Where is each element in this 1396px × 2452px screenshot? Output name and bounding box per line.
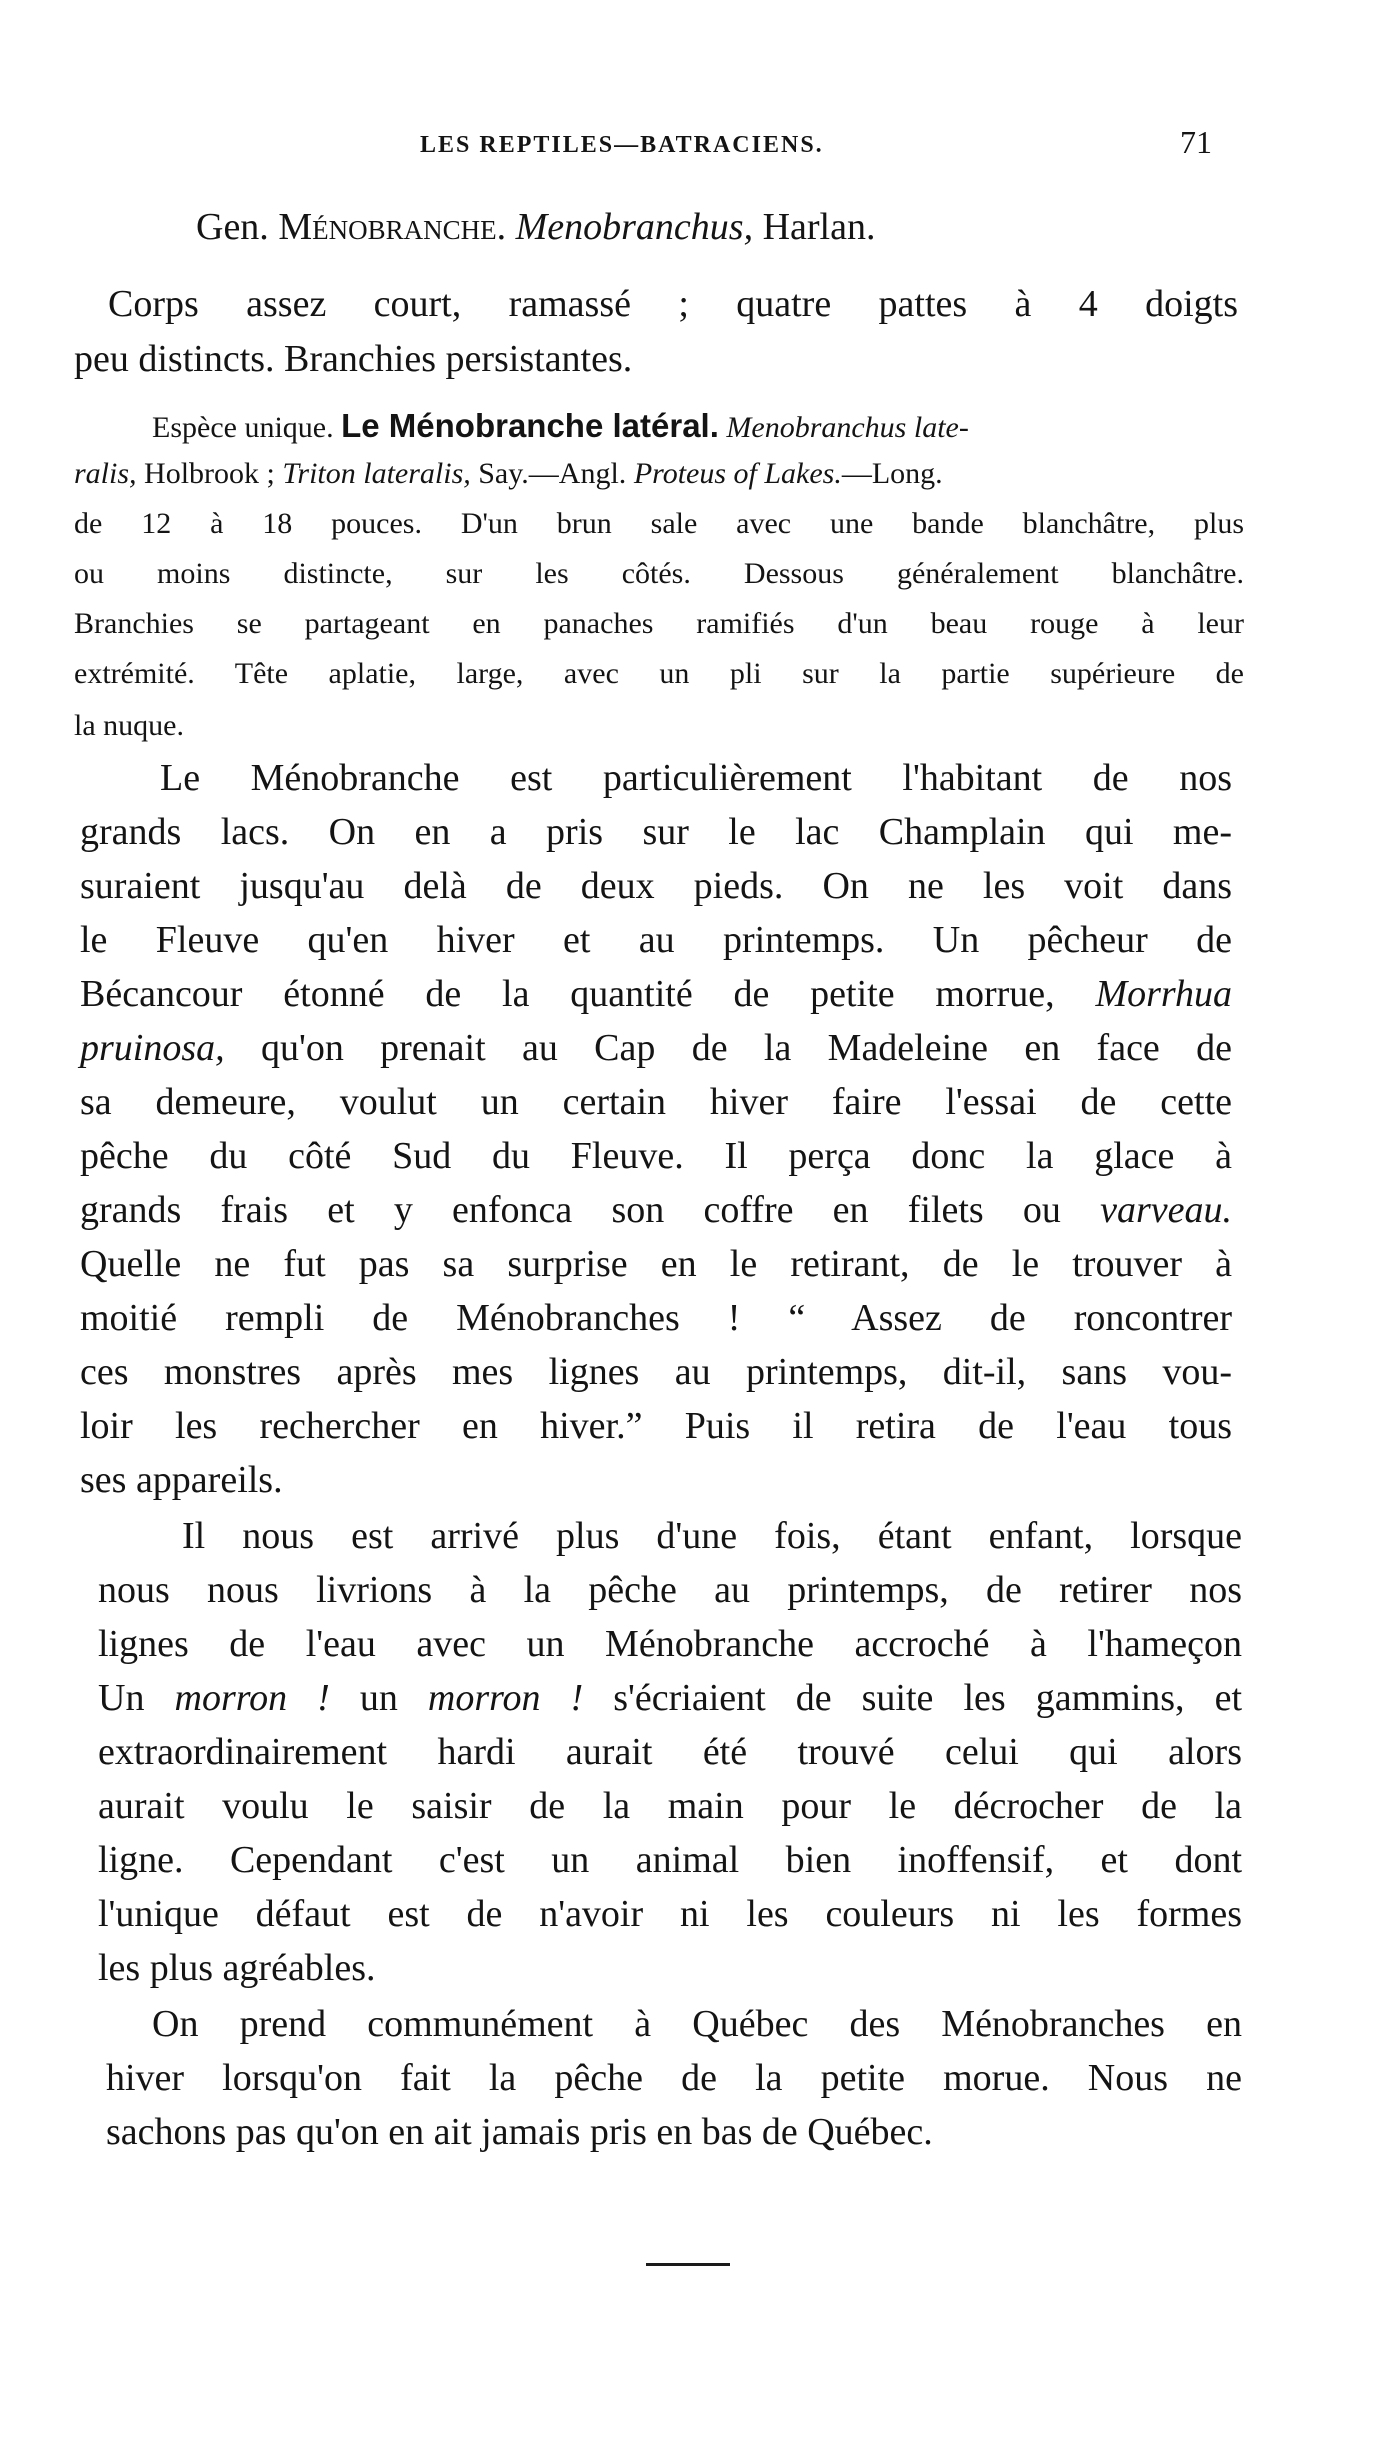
para1-line-11: moitié rempli de Ménobranches ! “ Assez de roncontrer <box>80 1297 1232 1339</box>
para3-line-1: On prend communément à Québec des Ménobranches en <box>152 2003 1242 2045</box>
species-english-name: Proteus of Lakes. <box>633 457 842 490</box>
species-name: Le Ménobranche latéral. <box>341 407 719 444</box>
species-line-2 <box>74 457 1244 491</box>
para1-line-12: ces monstres après mes lignes au printemps, dit-il, sans vou- <box>80 1351 1232 1393</box>
para3-line-2: hiver lorsqu'on fait la pêche de la petite morue. Nous ne <box>106 2057 1242 2099</box>
genus-prefix: Gen. <box>196 206 279 248</box>
para1-line-6-text: qu'on prenait au Cap de la Madeleine en face de <box>224 1027 1232 1069</box>
running-head: LES REPTILES—BATRACIENS. <box>420 132 824 158</box>
characters-line-1: Corps assez court, ramassé ; quatre pattes à 4 doigts <box>108 283 1238 325</box>
para2-line-7: ligne. Cependant c'est un animal bien inoffensif, et dont <box>98 1839 1242 1881</box>
para1-line-10: Quelle ne fut pas sa surprise en le retirant, de le trouver à <box>80 1243 1232 1285</box>
genus-heading <box>196 205 1246 249</box>
para2-line-4-start: Un <box>98 1677 175 1719</box>
species-line-6: extrémité. Tête aplatie, large, avec un pli sur la partie supérieure de <box>74 657 1244 690</box>
para2-line-2: nous nous livrions à la pêche au printemps, de retirer nos <box>98 1569 1242 1611</box>
para1-line-3: suraient jusqu'au delà de deux pieds. On ne les voit dans <box>80 865 1232 907</box>
para2-line-5: extraordinairement hardi aurait été trouvé celui qui alors <box>98 1731 1242 1773</box>
para2-line-9: les plus agréables. <box>98 1947 376 1989</box>
para1-line-5 <box>80 972 1232 1016</box>
species-line-7: la nuque. <box>74 709 184 742</box>
para1-line-8: pêche du côté Sud du Fleuve. Il perça donc la glace à <box>80 1135 1232 1177</box>
para2-line-4-end: s'écriaient de suite les gammins, et <box>583 1677 1243 1719</box>
species-length-label: —Long. <box>841 457 943 490</box>
para3-line-3: sachons pas qu'on en ait jamais pris en bas de Québec. <box>106 2111 933 2153</box>
para2-line-6: aurait voulu le saisir de la main pour le décrocher de la <box>98 1785 1242 1827</box>
species-latin-part-1: Menobranchus late- <box>726 411 969 444</box>
para1-line-2: grands lacs. On en a pris sur le lac Champlain qui me- <box>80 811 1232 853</box>
latin-pruinosa: pruinosa, <box>80 1027 225 1069</box>
para1-line-13: loir les rechercher en hiver.” Puis il retira de l'eau tous <box>80 1405 1232 1447</box>
exclamation-morron-2: morron ! <box>427 1677 584 1719</box>
species-line-4: ou moins distincte, sur les côtés. Dessous généralement blanchâtre. <box>74 557 1244 590</box>
species-line-5: Branchies se partageant en panaches ramifiés d'un beau rouge à leur <box>74 607 1244 640</box>
species-authority-holbrook: Holbrook ; <box>136 457 283 490</box>
species-line-1 <box>152 407 1242 445</box>
species-synonym: Triton lateralis, <box>282 457 471 490</box>
para2-line-3: lignes de l'eau avec un Ménobranche accroché à l'hameçon <box>98 1623 1242 1665</box>
species-line-3: de 12 à 18 pouces. D'un brun sale avec une bande blanchâtre, plus <box>74 507 1244 540</box>
exclamation-morron-1: morron ! <box>174 1677 330 1719</box>
species-authority-say: Say.—Angl. <box>470 457 634 490</box>
para1-line-14: ses appareils. <box>80 1459 283 1501</box>
para1-line-4: le Fleuve qu'en hiver et au printemps. Un pêcheur de <box>80 919 1232 961</box>
para1-line-9-text: grands frais et y enfonca son coffre en filets ou <box>80 1189 1101 1231</box>
species-lead: Espèce unique. <box>152 411 334 444</box>
para2-line-4 <box>98 1676 1242 1720</box>
genus-author: Harlan. <box>762 206 876 248</box>
para2-line-1: Il nous est arrivé plus d'une fois, étant enfant, lorsque <box>182 1515 1242 1557</box>
para2-line-4-middle: un <box>329 1677 428 1719</box>
genus-name: Ménobranche. <box>278 206 507 248</box>
para1-line-5-text: Bécancour étonné de la quantité de petite morrue, <box>80 973 1096 1015</box>
latin-morrhua: Morrhua <box>1095 973 1232 1015</box>
para1-line-9 <box>80 1188 1232 1232</box>
para1-line-6 <box>80 1026 1232 1070</box>
end-rule <box>646 2263 730 2266</box>
para2-line-8: l'unique défaut est de n'avoir ni les couleurs ni les formes <box>98 1893 1242 1935</box>
genus-latin-name: Menobranchus, <box>515 206 754 248</box>
species-latin-part-2: ralis, <box>74 457 137 490</box>
para1-line-7: sa demeure, voulut un certain hiver faire l'essai de cette <box>80 1081 1232 1123</box>
para1-line-1: Le Ménobranche est particulièrement l'habitant de nos <box>160 757 1232 799</box>
page-number: 71 <box>1180 124 1212 160</box>
word-varveau: varveau. <box>1100 1189 1232 1231</box>
characters-line-2: peu distincts. Branchies persistantes. <box>74 338 633 380</box>
